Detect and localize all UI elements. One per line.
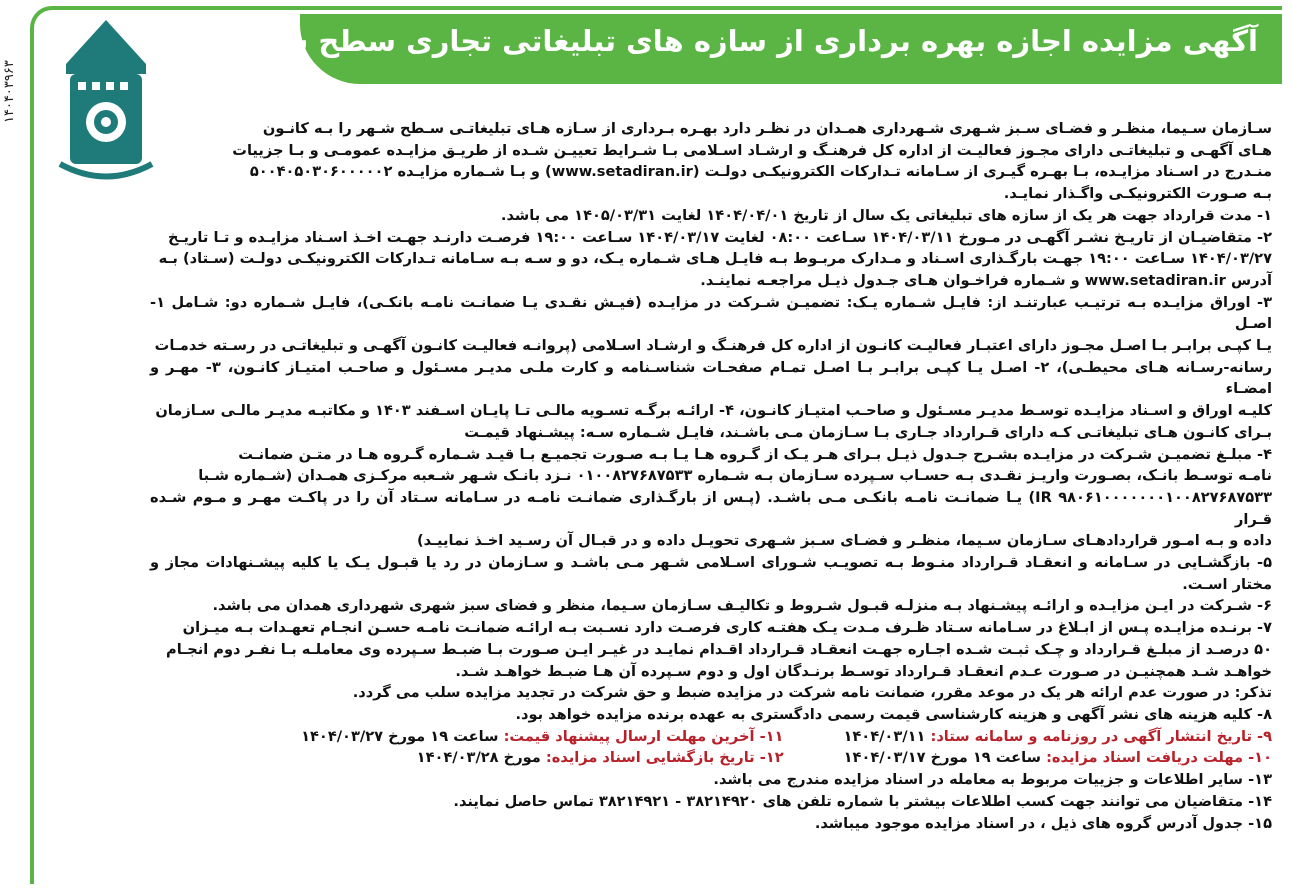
intro-line: سـازمان سـیما، منظـر و فضـای سـبز شـهری شـهرداری همـدان در نظـر دارد بهـره بـرداری از سـازه هـای تبلیغاتـی سـطح شـهر را بـه کانـون — [262, 120, 1272, 137]
item-line: ۳- اوراق مزایـده بـه ترتیـب عبارتنـد از: فایـل شـماره یـک: تضمیـن شـرکت در مزایـده (فیـش نقـدی یـا ضمانـت نامـه بانکـی)، فایـل شـماره دو: شـامل ۱- اصـل — [150, 293, 1272, 333]
date-9-value: ۱۴۰۴/۰۳/۱۱ — [843, 727, 926, 745]
dates-row-2 — [150, 747, 1272, 769]
item-line: تذکر: در صورت عدم ارائه هر یک در موعد مقرر، ضمانت نامه شرکت در مزایده ضبط و حق شرکت در تجدید مزایده سلب می گردد. — [352, 684, 1272, 702]
item-line: ۴- مبلـغ تضمیـن شـرکت در مزایـده بشـرح جـدول ذیـل بـرای هـر یـک از گـروه هـا یـا بـه صـورت تجمیـع بـا قیـد شـماره گـروه هـا در متـن ضمانـت — [238, 445, 1272, 463]
item-line: نامـه توسـط بانـک، بصـورت واریـز نقـدی بـه حسـاب سـپرده سـازمان بـه شـماره ۰۱۰۰۸۲۷۶۸۷۵۳۳ نـزد بانـک شـهر شـعبه مرکـزی همـدان (شـماره شـبا — [198, 467, 1272, 485]
title-banner — [242, 14, 1282, 84]
item-line: ۵۰ درصـد از مبلـغ قـرارداد و چـک ثبـت شـده اجـاره جهـت انعقـاد قـرارداد اقـدام نمایـد در غیـر ایـن صـورت بـا ضبـط سـپرده وی معاملـه بـا نفـر دوم انجـام — [166, 640, 1272, 658]
item-line: IR ۹۸۰۶۱۰۰۰۰۰۰۰۱۰۰۸۲۷۶۸۷۵۳۳) یـا ضمانـت نامـه بانکـی مـی باشـد. (پـس از بارگـذاری ضمانـت نامـه در سـامانه سـتاد آن را در پاکـت مهـر و مـوم شـده قـرار — [150, 488, 1272, 528]
date-11-label: ۱۱- آخرین مهلت ارسال پیشنهاد قیمت: — [503, 727, 784, 745]
intro-line: منـدرج در اسـناد مزایـده، بـا بهـره گیـری از سـامانه تـدارکات الکترونیکـی دولـت (www.setadiran.ir) و بـا شـماره مزایـده ۵۰۰۴۰۵۰۳۰۶۰۰۰۰۰۲ — [249, 163, 1272, 181]
date-9-label: ۹- تاریخ انتشار آگهی در روزنامه و سامانه ستاد: — [930, 727, 1272, 745]
date-10-value: ساعت ۱۹ مورخ ۱۴۰۴/۰۳/۱۷ — [843, 749, 1041, 767]
intro-line: بـه صـورت الکترونیکـی واگـذار نمایـد. — [1003, 185, 1272, 203]
item-line: ۱۴۰۴/۰۳/۲۷ سـاعت ۱۹:۰۰ جهـت بارگـذاری اسـناد و مـدارک مربـوط بـه فایـل هـای شـماره یـک، دو و سـه بـه سـامانه تـدارکات الکترونیکـی دولـت (سـتاد) بـه — [158, 250, 1272, 268]
intro-line: هـای آگهـی و تبلیغاتـی دارای مجـوز فعالیـت از اداره کل فرهنـگ و ارشـاد اسـلامی بـا شـرایط تعییـن شـده از طریـق مزایـده عمومـی و بـا جزییات — [232, 141, 1272, 159]
notice-body — [150, 118, 1272, 883]
date-12-value: مورخ ۱۴۰۴/۰۳/۲۸ — [416, 749, 541, 767]
date-10-label: ۱۰- مهلت دریافت اسناد مزایده: — [1046, 749, 1272, 767]
item-line: ۸- کلیه هزینه های نشر آگهی و هزینه کارشناسی قیمت رسمی دادگستری به عهده برنده مزایده خواهد بود. — [515, 705, 1272, 723]
item-line: ۲- متقاضیـان از تاریـخ نشـر آگهـی در مـورخ ۱۴۰۴/۰۳/۱۱ سـاعت ۰۸:۰۰ لغایت ۱۴۰۴/۰۳/۱۷ سـاعت ۱۹:۰۰ فرصـت دارنـد جهـت اخـذ اسـناد مزایـده و تـا تاریـخ — [168, 228, 1272, 246]
tail-line: ۱۳- سایر اطلاعات و جزییات مربوط به معامله در اسناد مزایده مندرج می باشد. — [713, 771, 1272, 789]
item-line: ۱- مدت قرارداد جهت هر یک از سازه های تبلیغاتی یک سال از تاریخ ۱۴۰۴/۰۴/۰۱ لغایت ۱۴۰۵/۰۳/۳۱ می باشد. — [500, 206, 1272, 224]
item-line: کلیـه اوراق و اسـناد مزایـده توسـط مدیـر مسـئول و صاحـب امتیـاز کانـون، ۴- ارائـه برگـه تسـویه مالـی تـا پایـان اسـفند ۱۴۰۳ و مکاتبـه مدیـر مالـی سـازمان — [155, 402, 1272, 420]
date-11-value: ساعت ۱۹ مورخ ۱۴۰۴/۰۳/۲۷ — [301, 727, 499, 745]
item-line: رسانه-رسـانه هـای محیطـی)، ۲- اصـل یـا کپـی برابـر بـا اصـل تمـام صفحـات شناسـنامه و کارت ملـی مدیـر مسـئول و صاحـب امتیـاز کانـون، ۳- مهـر و امضـاء — [150, 358, 1272, 398]
item-line: ۶- شـرکت در ایـن مزایـده و ارائـه پیشـنهاد بـه منزلـه قبـول شـروط و تکالیـف سـازمان سـیما، منظر و فضای سبز شهری شهرداری همدان می باشد. — [212, 597, 1272, 615]
date-12 — [417, 747, 784, 769]
tail-line: ۱۵- جدول آدرس گروه های ذیل ، در اسناد مزایده موجود میباشد. — [814, 814, 1272, 832]
date-12-label: ۱۲- تاریخ بازگشایی اسناد مزایده: — [545, 749, 784, 767]
date-10 — [844, 747, 1272, 769]
date-11 — [301, 726, 783, 748]
item-line: بـرای کانـون هـای تبلیغاتـی کـه دارای قـرارداد جـاری بـا سـازمان مـی باشـند، فایـل شـماره سـه: پیشـنهاد قیمـت — [464, 423, 1272, 441]
page-title: آگهی مزایده اجازه بهره برداری از سازه های تبلیغاتی تجاری سطح شهر — [242, 24, 1258, 58]
tail-line: ۱۴- متقاضیان می توانند جهت کسب اطلاعات بیشتر با شماره تلفن های ۳۸۲۱۴۹۲۰ - ۳۸۲۱۴۹۲۱ تماس حاصل نمایند. — [453, 792, 1272, 810]
side-reference-code: ۱۴۰۴۰۳۹۶۳ — [2, 60, 17, 123]
date-9 — [843, 726, 1272, 748]
item-line: یـا کپـی برابـر بـا اصـل مجـوز دارای اعتبـار فعالیـت کانـون از اداره کل فرهنـگ و ارشـاد اسـلامی (پروانـه فعالیـت کانـون آگهـی و تبلیغاتـی در رسـته خدمـات — [154, 337, 1272, 355]
item-line: ۵- بازگشـایی در سـامانه و انعقـاد قـرارداد منـوط بـه تصویـب شـورای اسـلامی شـهر مـی باشـد و سـازمان در رد یا قبـول یـک یا کلیه پیشـنهادات مجاز و مختار اسـت. — [150, 554, 1272, 593]
item-line: ۷- برنـده مزایـده پـس از ابـلاغ در سـامانه سـتاد ظـرف مـدت یـک هفتـه کاری فرصـت دارد نسـبت بـه ارائـه ضمانـت نامـه حسـن انجـام تعهـدات بـه میـزان — [182, 619, 1272, 637]
hamedan-municipality-logo — [46, 14, 166, 184]
dates-row-1 — [150, 726, 1272, 748]
item-line: خواهـد شـد همچنیـن در صـورت عـدم انعقـاد قـرارداد توسـط برنـدگان اول و دوم سـپرده آن هـا ضبـط خواهـد شـد. — [455, 662, 1272, 680]
item-line: آدرس www.setadiran.ir و شـماره فراخـوان هـای جـدول ذیـل مراجعـه نماینـد. — [700, 271, 1272, 289]
item-line: داده و بـه امـور قراردادهـای سـازمان سـیما، منظـر و فضـای سـبز شـهری تحویـل داده و در قبـال آن رسـید اخـذ نماییـد) — [416, 532, 1272, 550]
